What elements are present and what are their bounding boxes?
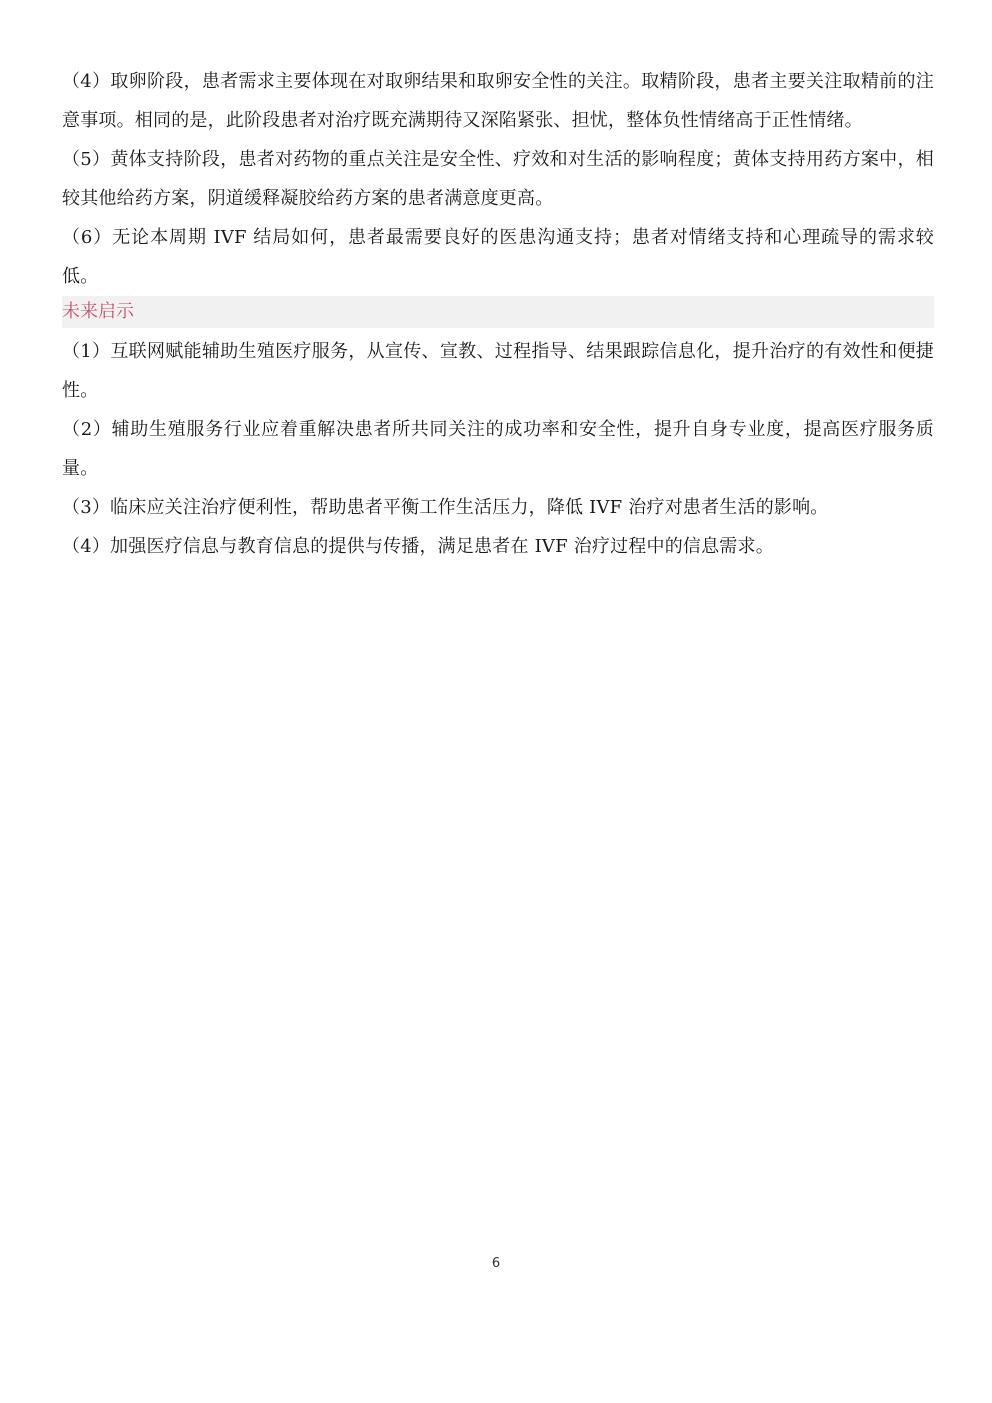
paragraph-insight-industry: （2）辅助生殖服务行业应着重解决患者所共同关注的成功率和安全性，提升自身专业度，提高医疗服务质量。 — [62, 419, 934, 479]
paragraph-insight-internet: （1）互联网赋能辅助生殖医疗服务，从宣传、宣教、过程指导、结果跟踪信息化，提升治疗的有效性和便捷性。 — [62, 341, 934, 401]
paragraph-insight-clinical: （3）临床应关注治疗便利性，帮助患者平衡工作生活压力，降低 IVF 治疗对患者生活的影响。 — [62, 497, 829, 518]
paragraph-insight-information: （4）加强医疗信息与教育信息的提供与传播，满足患者在 IVF 治疗过程中的信息需求。 — [62, 536, 774, 557]
paragraph-ivf-outcome: （6）无论本周期 IVF 结局如何，患者最需要良好的医患沟通支持；患者对情绪支持和心理疏导的需求较低。 — [62, 227, 934, 287]
paragraph-egg-retrieval-stage: （4）取卵阶段，患者需求主要体现在对取卵结果和取卵安全性的关注。取精阶段，患者主要关注取精前的注意事项。相同的是，此阶段患者对治疗既充满期待又深陷紧张、担忧，整体负性情绪高于正性情绪。 — [62, 71, 934, 131]
paragraph-luteal-support-stage: （5）黄体支持阶段，患者对药物的重点关注是安全性、疗效和对生活的影响程度；黄体支持用药方案中，相较其他给药方案，阴道缓释凝胶给药方案的患者满意度更高。 — [62, 149, 934, 209]
section-heading-future-insights: 未来启示 — [62, 296, 934, 328]
page-number: 6 — [491, 1256, 501, 1271]
page-content — [62, 62, 934, 566]
